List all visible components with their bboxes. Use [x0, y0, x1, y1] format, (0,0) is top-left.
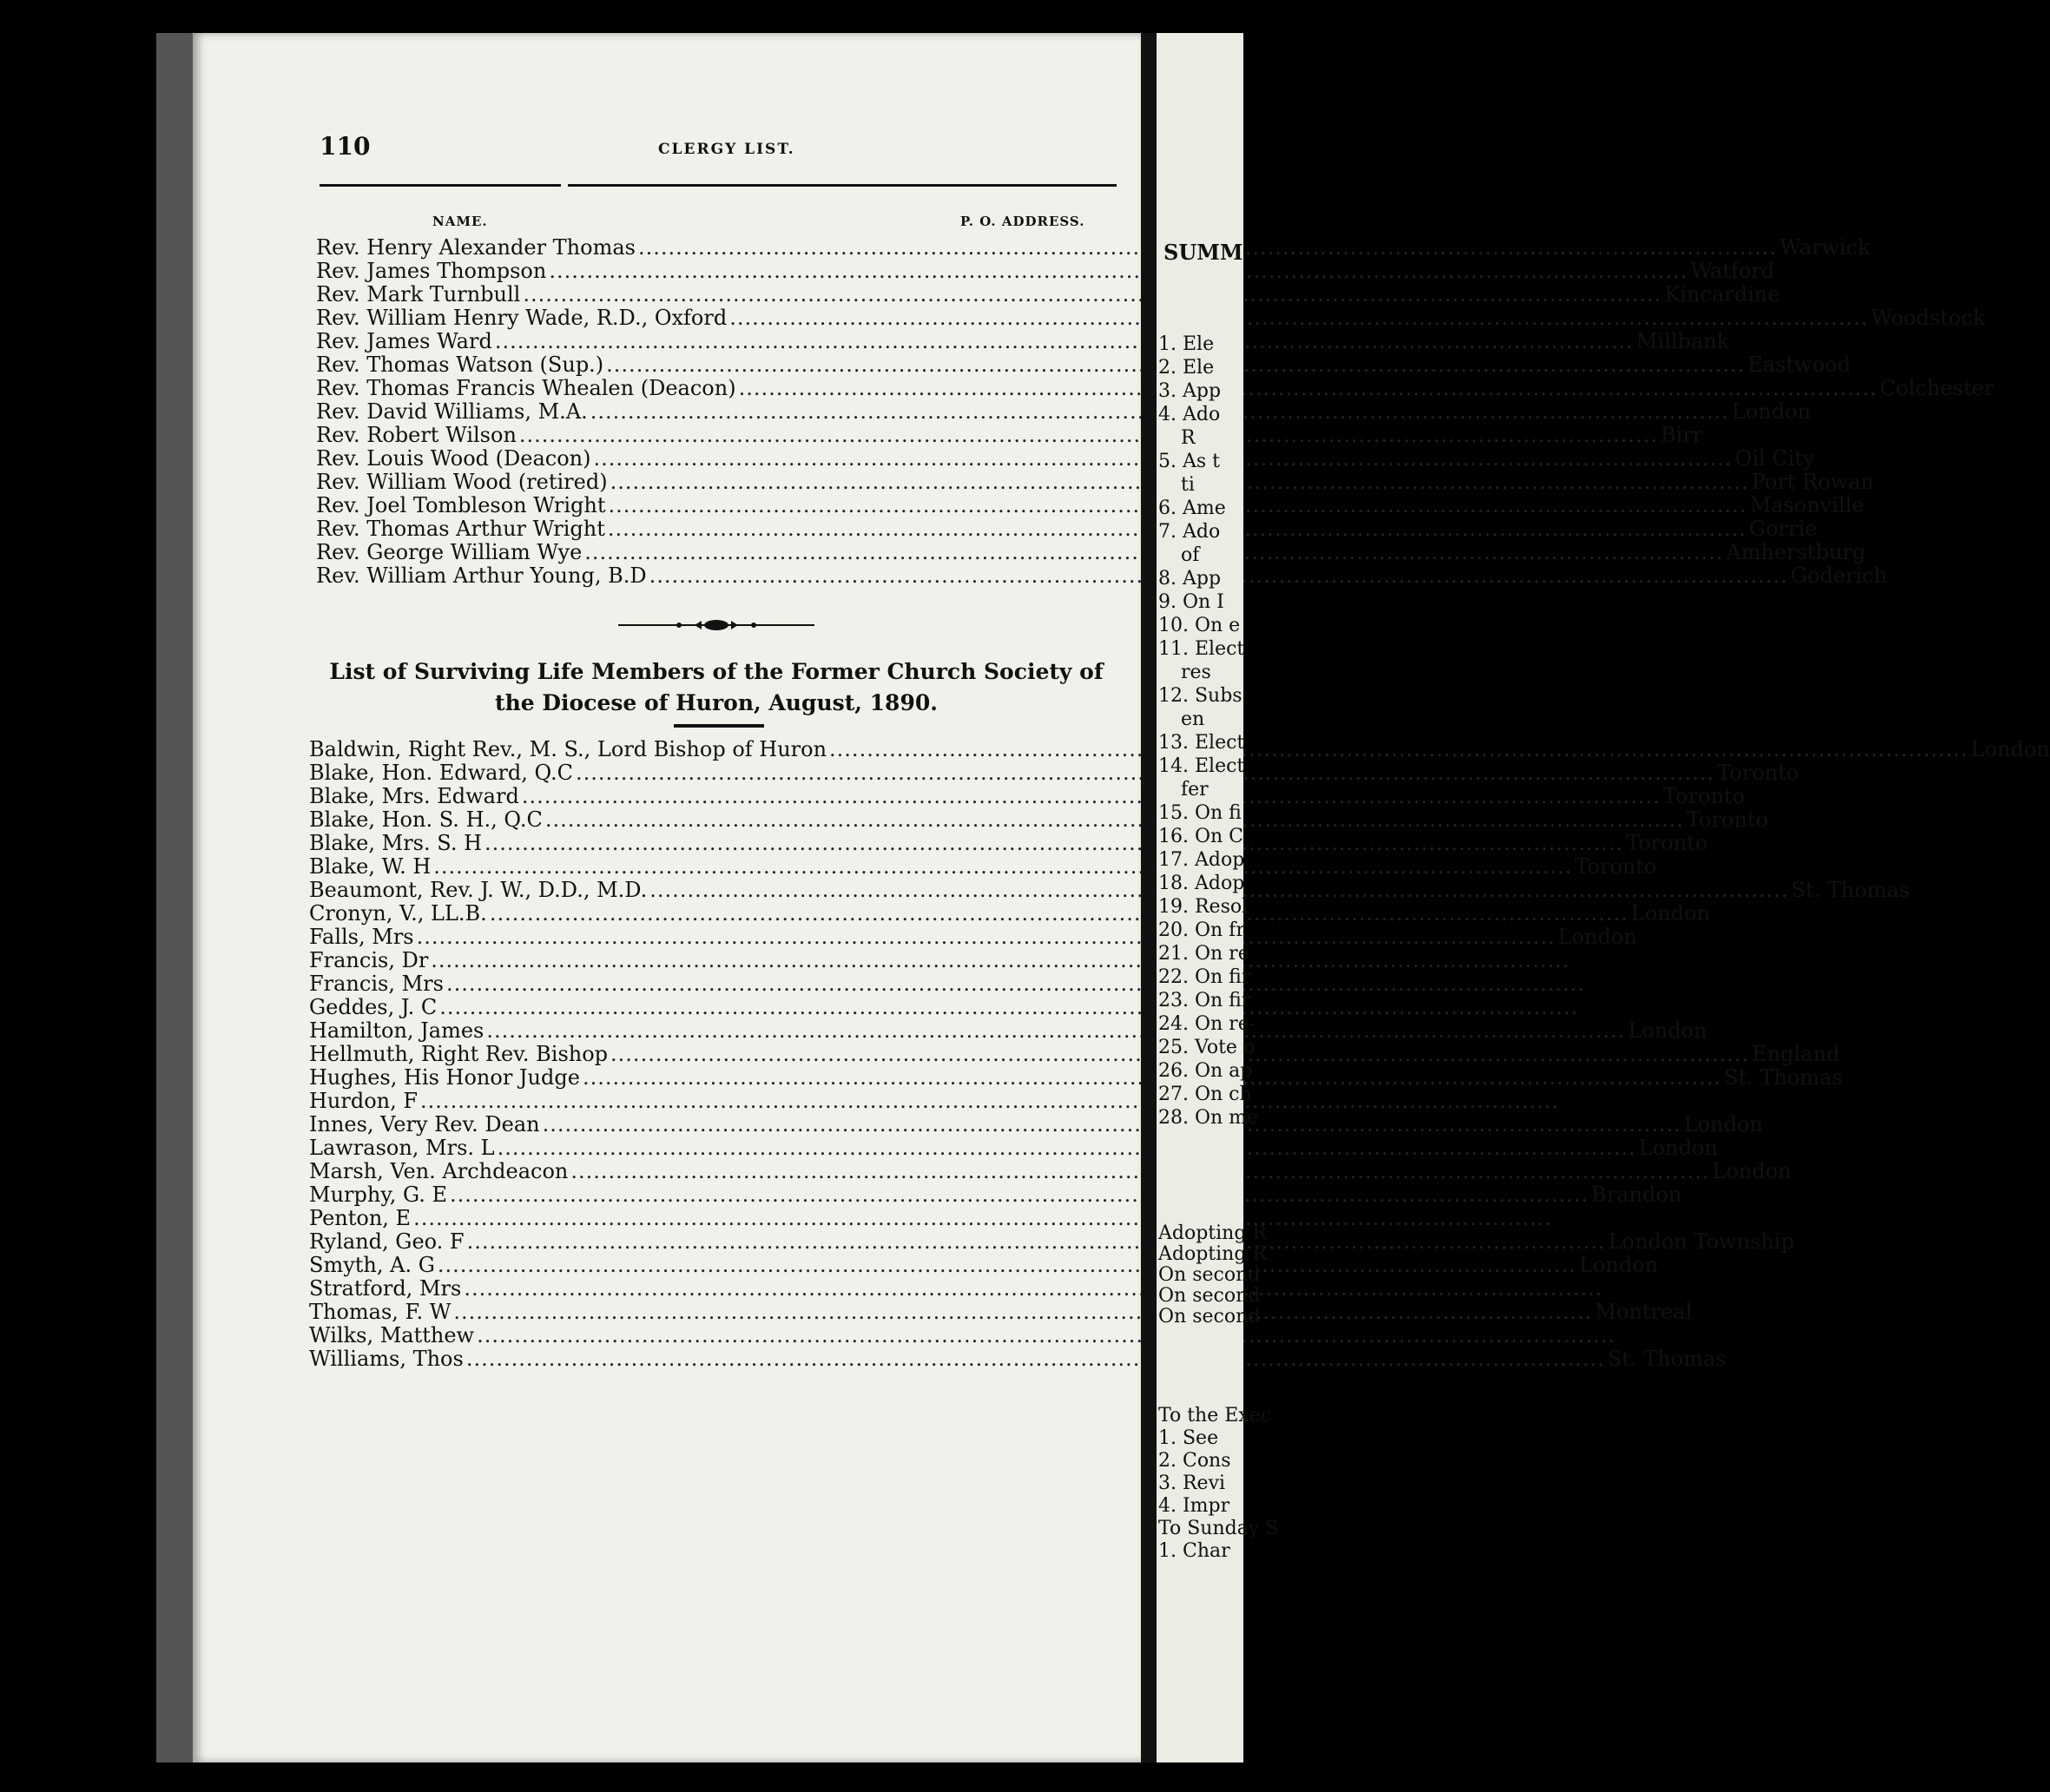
clergy-address: Millbank [1636, 329, 1730, 353]
right-page-item: res [1181, 662, 1211, 683]
member-address: London [1579, 1253, 1658, 1277]
leader-dots [418, 1090, 1562, 1113]
leader-dots [540, 1113, 1684, 1136]
right-page-item: 9. On I [1158, 591, 1224, 613]
member-name: Blake, W. H [309, 854, 432, 879]
right-page-item: 11. Elect [1158, 638, 1245, 660]
right-page-item: 20. On fr [1158, 919, 1245, 941]
clergy-row [316, 259, 1775, 283]
member-address: Brandon [1591, 1183, 1682, 1207]
clergy-name: Rev. David Williams, M.A. [316, 399, 588, 424]
leader-dots [474, 1324, 1618, 1347]
member-row [309, 1090, 1117, 1113]
leader-dots [543, 808, 1687, 832]
leader-dots [461, 1277, 1605, 1301]
member-name: Baldwin, Right Rev., M. S., Lord Bishop of Huron [309, 737, 827, 761]
member-row [309, 996, 1117, 1019]
member-name: Hurdon, F [309, 1089, 419, 1113]
member-name: Hellmuth, Right Rev. Bishop [309, 1042, 609, 1066]
clergy-address: Warwick [1779, 235, 1871, 260]
member-address: London [1684, 1112, 1763, 1136]
ornament-divider [618, 618, 814, 632]
member-address: Toronto [1574, 854, 1657, 879]
right-page-line: To Sunday S [1158, 1518, 1279, 1539]
member-name: Smyth, A. G [309, 1253, 435, 1277]
right-page-item: 8. App [1158, 568, 1222, 590]
leader-dots [414, 926, 1559, 949]
leader-dots [827, 738, 1971, 761]
right-page-item: 27. On ch [1158, 1084, 1252, 1105]
clergy-name: Rev. Thomas Francis Whealen (Deacon) [316, 376, 736, 400]
member-address: England [1751, 1042, 1840, 1066]
right-page-line: On second [1158, 1306, 1261, 1328]
member-name: Hamilton, James [309, 1018, 484, 1043]
right-page-item: 14. Elect [1158, 755, 1245, 777]
gutter [1141, 33, 1157, 1762]
leader-dots [520, 283, 1664, 306]
right-page-item: 18. Adop [1158, 873, 1245, 894]
right-page-line: Adopting R [1158, 1243, 1267, 1265]
member-address: London [1627, 1018, 1708, 1043]
clergy-address: Masonville [1750, 493, 1864, 517]
member-name: Cronyn, V., LL.B. [309, 901, 487, 926]
member-name: Innes, Very Rev. Dean [309, 1112, 540, 1136]
right-page-item: R [1181, 427, 1196, 449]
clergy-name: Rev. Henry Alexander Thomas [316, 235, 636, 260]
right-page-item: 28. On me [1158, 1107, 1259, 1129]
member-row [309, 1183, 1682, 1207]
right-page-item: 12. Subs [1158, 685, 1243, 707]
member-name: Blake, Hon. S. H., Q.C [309, 807, 543, 832]
leader-dots [519, 785, 1664, 808]
member-name: Geddes, J. C [309, 995, 438, 1019]
page-number: 110 [320, 132, 371, 161]
leader-dots [517, 424, 1661, 447]
right-heading: SUMM [1163, 240, 1243, 265]
leader-dots [464, 1347, 1608, 1371]
leader-dots [431, 855, 1575, 879]
clergy-address: Port Rowan [1751, 470, 1875, 494]
leader-dots [487, 902, 1631, 926]
member-address: St. Thomas [1790, 878, 1910, 902]
member-name: Beaumont, Rev. J. W., D.D., M.D. [309, 878, 648, 902]
clergy-name: Rev. Mark Turnbull [316, 282, 521, 306]
member-address: London [1631, 901, 1711, 926]
clergy-name: Rev. William Henry Wade, R.D., Oxford [316, 306, 728, 330]
member-address: London [1558, 925, 1638, 949]
leader-dots [465, 1230, 1609, 1254]
member-name: Blake, Mrs. Edward [309, 784, 519, 808]
leader-dots [444, 972, 1588, 996]
right-page-item: 2. Ele [1158, 357, 1215, 379]
member-name: Hughes, His Honor Judge [309, 1065, 580, 1090]
right-page-item: ti [1181, 474, 1195, 496]
right-page-item: 26. On ap [1158, 1060, 1253, 1082]
right-page-item: 13. Elect [1158, 732, 1245, 754]
member-address: Toronto [1625, 831, 1708, 855]
leader-dots [447, 1183, 1592, 1207]
clergy-name: Rev. Thomas Arthur Wright [316, 517, 605, 541]
leader-dots [492, 330, 1637, 353]
member-row [309, 1277, 1117, 1301]
leader-dots [451, 1301, 1595, 1324]
member-name: Stratford, Mrs [309, 1276, 462, 1301]
member-name: Francis, Dr [309, 948, 429, 972]
leader-dots [435, 1254, 1579, 1277]
clergy-address: Birr [1660, 423, 1703, 447]
member-row [309, 1347, 1727, 1371]
member-name: Williams, Thos [309, 1347, 464, 1371]
clergy-address: Watford [1690, 259, 1775, 283]
member-name: Wilks, Matthew [309, 1323, 475, 1347]
right-page-item: 3. App [1158, 380, 1222, 402]
right-page-item: 15. On fi [1158, 802, 1242, 824]
member-name: Lawrason, Mrs. L [309, 1136, 495, 1160]
member-name: Thomas, F. W [309, 1300, 452, 1324]
clergy-row [316, 423, 1703, 447]
right-page-item: 23. On fir [1158, 990, 1251, 1011]
member-address: London [1711, 1159, 1792, 1183]
clergy-name: Rev. William Wood (retired) [316, 470, 608, 494]
leader-dots [411, 1207, 1555, 1230]
clergy-address: Eastwood [1747, 352, 1851, 377]
column-header-name: NAME. [432, 214, 488, 229]
right-page-line: 1. See [1158, 1427, 1219, 1449]
member-name: Penton, E [309, 1206, 412, 1230]
member-row [309, 949, 1117, 972]
member-name: Murphy, G. E [309, 1183, 448, 1207]
clergy-row [316, 282, 1780, 306]
member-address: Toronto [1717, 761, 1799, 785]
clergy-address: Woodstock [1870, 306, 1986, 330]
member-address: Montreal [1595, 1300, 1692, 1324]
right-page-line: On second [1158, 1264, 1261, 1286]
header-rule-right [568, 184, 1117, 187]
section-title: List of Surviving Life Members of the Former Church Society of the Diocese of Huron, August, 1890. [329, 659, 1104, 715]
right-page-item: 16. On C [1158, 826, 1244, 847]
leader-dots [428, 949, 1572, 972]
right-page-item: 5. As t [1158, 451, 1220, 472]
leader-dots [546, 260, 1691, 283]
right-page-line: 4. Impr [1158, 1495, 1230, 1517]
member-name: Francis, Mrs [309, 972, 444, 996]
right-page-item: 24. On re- [1158, 1013, 1256, 1035]
right-page-fragment [1157, 33, 1279, 1762]
member-name: Ryland, Geo. F [309, 1229, 465, 1254]
member-name: Falls, Mrs [309, 925, 414, 949]
member-address: London [1970, 737, 2050, 761]
section-rule [674, 724, 764, 728]
right-page-item: 7. Ado [1158, 521, 1221, 543]
member-row [309, 972, 1117, 996]
clergy-name: Rev. Joel Tombleson Wright [316, 493, 606, 517]
member-address: St. Thomas [1724, 1065, 1843, 1090]
column-header-address: P. O. ADDRESS. [960, 214, 1085, 229]
leader-dots [484, 1019, 1628, 1043]
member-name: Blake, Mrs. S. H [309, 831, 483, 855]
member-address: St. Thomas [1607, 1347, 1727, 1371]
header-rule-left [320, 184, 561, 187]
page-title: CLERGY LIST. [658, 141, 795, 158]
page-header [320, 132, 1118, 167]
member-row [309, 1159, 1792, 1183]
clergy-address: Oil City [1735, 446, 1815, 471]
right-page-line: To the Exec [1158, 1405, 1272, 1426]
clergy-name: Rev. William Arthur Young, B.D [316, 563, 647, 588]
clergy-address: Colchester [1880, 376, 1994, 400]
member-address: London Township [1608, 1229, 1795, 1254]
member-address: London [1638, 1136, 1718, 1160]
clergy-address: Goderich [1790, 563, 1888, 588]
clergy-row [316, 470, 1875, 494]
clergy-address: Amherstburg [1725, 540, 1866, 564]
right-page-item: 10. On e [1158, 615, 1241, 636]
right-page-item: 6. Ame [1158, 497, 1226, 519]
right-page-line: 1. Char [1158, 1540, 1230, 1562]
member-address: Toronto [1663, 784, 1745, 808]
clergy-address: Kincardine [1664, 282, 1780, 306]
member-row [309, 1324, 1117, 1347]
right-page-item: 1. Ele [1158, 333, 1215, 355]
leader-dots [736, 377, 1881, 400]
leader-dots [482, 832, 1626, 855]
member-row [309, 1207, 1117, 1230]
member-address: Toronto [1686, 807, 1769, 832]
right-page-line: 3. Revi [1158, 1472, 1226, 1494]
member-name: Marsh, Ven. Archdeacon [309, 1159, 569, 1183]
member-row [309, 1136, 1718, 1160]
leader-dots [727, 306, 1871, 330]
right-page-item: fer [1181, 779, 1209, 800]
clergy-row [316, 306, 1986, 330]
right-page-item: of [1181, 544, 1200, 566]
right-page-item: 25. Vote o [1158, 1037, 1256, 1058]
clergy-address: London [1731, 399, 1811, 424]
book-binding-edge [156, 33, 193, 1762]
right-page-line: 2. Cons [1158, 1450, 1231, 1472]
leader-dots [437, 996, 1581, 1019]
right-page-line: Adopting R [1158, 1222, 1267, 1244]
right-page-item: en [1181, 708, 1205, 730]
clergy-name: Rev. Robert Wilson [316, 423, 517, 447]
clergy-name: Rev. James Thompson [316, 259, 547, 283]
clergy-name: Rev. Thomas Watson (Sup.) [316, 352, 604, 377]
right-page-item: 22. On fir [1158, 966, 1251, 988]
leader-dots [495, 1136, 1639, 1160]
right-page-item: 17. Adop [1158, 849, 1245, 871]
member-name: Blake, Hon. Edward, Q.C [309, 761, 574, 785]
right-page-item: 19. Resol [1158, 896, 1249, 918]
clergy-name: Rev. James Ward [316, 329, 492, 353]
clergy-address: Gorrie [1749, 517, 1817, 541]
right-page-item: 4. Ado [1158, 404, 1221, 425]
right-page-item: 21. On re [1158, 943, 1249, 965]
right-page-line: On second [1158, 1285, 1261, 1307]
clergy-name: Rev. George William Wye [316, 540, 583, 564]
clergy-name: Rev. Louis Wood (Deacon) [316, 446, 591, 471]
